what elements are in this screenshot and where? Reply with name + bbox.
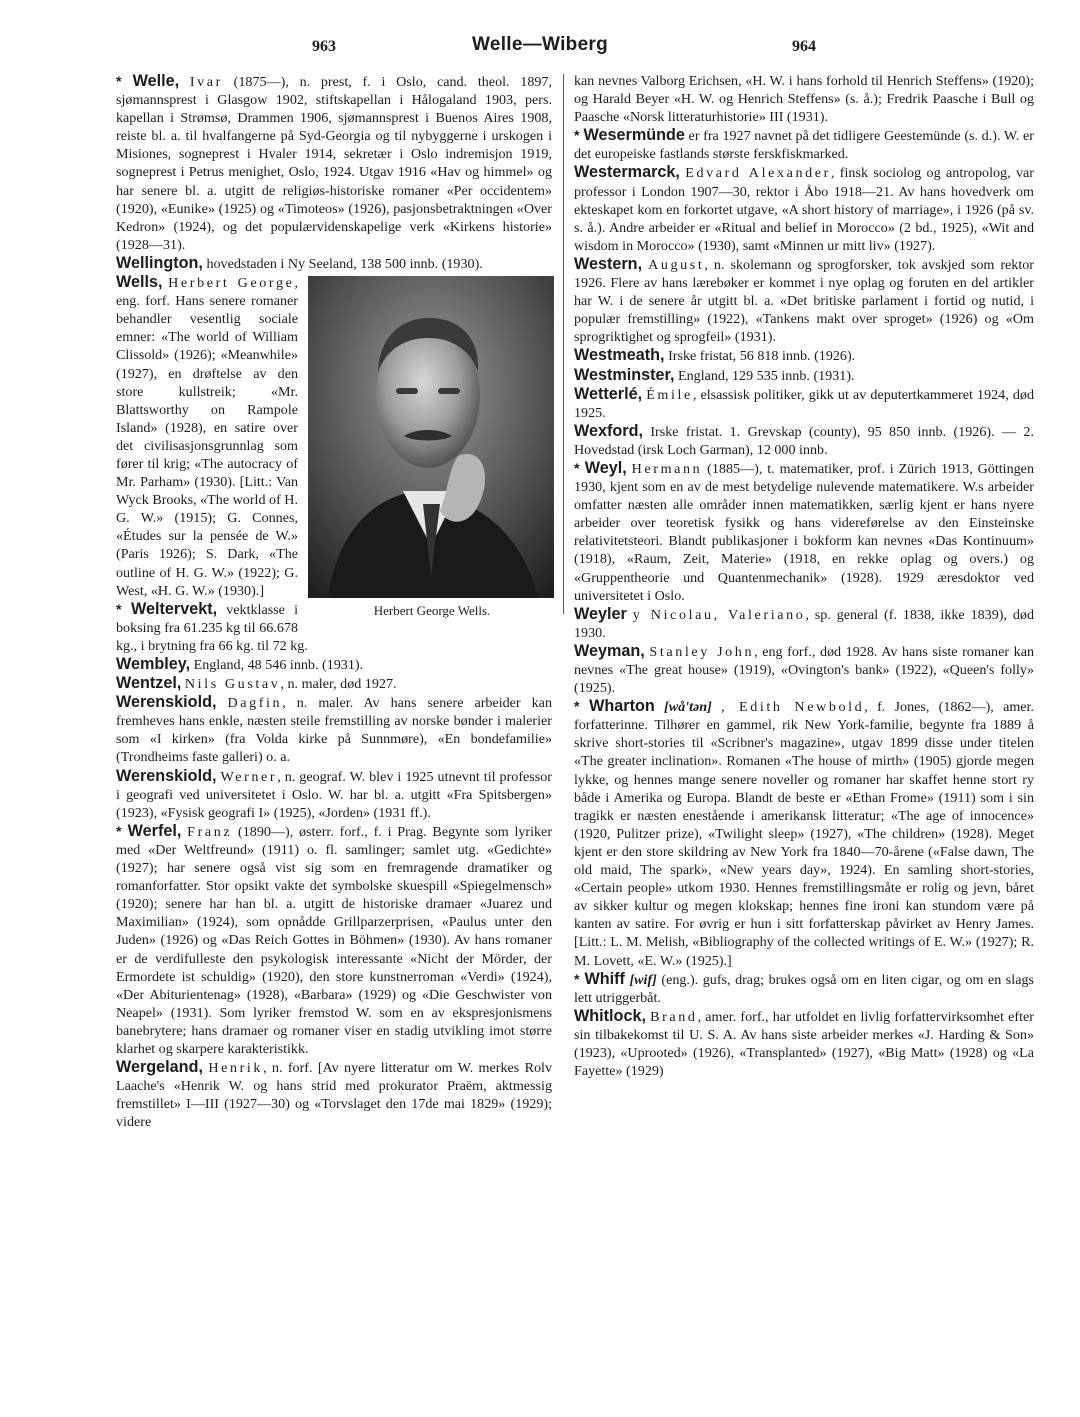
entry-text: (1890—), østerr. forf., f. i Prag. Begynte som lyriker med «Der Weltfreund» (1911) o. fl. samlinger; samlet utg. «Gedichte» (1927); har senere også vist sig som en fremragende dramatiker og romanforfatter. Stor opsikt vakte det symbolske skuespill «Spiegelmensch» (1920); senere har han bl. a. utgitt de historiske dramaer «Juarez und Maximilian» (1924), som opnådde Grillparzerprisen, «Paulus unter den Juden» (1926) og «Das Reich Gottes in Böhmen» (1930). Av hans romaner er de verdifulleste den psykologisk interessante «Nicht der Mörder, der Ermordete ist schuldig» (1920), den store kunstnerroman «Verdi» (1924), «Der Abiturientenag» (1928), «Barbara» (1929) og «Die Geschwister von Neapel» (1931). Som lyriker fremstod W. som en av ekspresjonismens banebrytere; hans dramaer og romaner viser en stadig utvikling imot større klarhet og skarpere karakteristikk. bbox=[116, 823, 553, 1057]
dictionary-entry bbox=[116, 72, 552, 254]
entry-pronunciation: [wif] bbox=[624, 971, 657, 988]
entry-marker: * bbox=[116, 822, 128, 839]
entry-full-name: August bbox=[648, 256, 705, 273]
entry-headword: Whiff bbox=[584, 969, 625, 988]
dictionary-entry bbox=[116, 1058, 552, 1131]
entry-headword: Weyman, bbox=[574, 641, 645, 660]
dictionary-entry bbox=[574, 970, 1034, 1007]
entry-text: , n. maler, død 1927. bbox=[280, 676, 397, 693]
dictionary-entry bbox=[116, 254, 552, 273]
entry-full-name: Henrik bbox=[208, 1060, 264, 1077]
entry-headword: Weyler bbox=[574, 604, 627, 623]
entry-headword: Wellington, bbox=[116, 253, 203, 272]
entry-full-name: Stanley John bbox=[649, 643, 755, 660]
entry-pronunciation: [wå'tən] bbox=[654, 699, 712, 716]
entry-text: , eng forf., død 1928. Av hans siste romaner kan nevnes «The great house» (1919), «Ovington's bank» (1922), «Queen's folly» (1925). bbox=[574, 643, 1034, 697]
dictionary-entry bbox=[574, 72, 1034, 126]
entry-text: , sp. general (f. 1838, ikke 1839), død 1930. bbox=[574, 606, 1034, 641]
entry-text: , f. Jones, (1862—), amer. forfatterinne. Tilhører en gammel, rik New York-familie, begynte fra 1889 å skrive short-stories til «Scribner's magazine», utgav 1899 disse under titelen «The greater inclination». Romanen «The house of mirth» (1905) gjorde megen lykke, og hennes mange senere noveller og romaner har skaffet henne stort ry både i Amerika og Europa. Blandt de beste er «Ethan Frome» (1911) som i sin tragikk er næsten enestående i amerikansk litteratur; «The age of innocence» (1920, Pulitzer prize), «Twilight sleep» (1927), «The children» (1928). Meget kjent er den store skildring av New York fra 1840—70-årene («False dawn, The old maid, The spark», «New years day», 1924). En samling short-stories, «Certain people» utkom 1930. Hennes fremstillingsmåte er rolig og jevn, båret av sikker kultur og megen klokskap; hennes fine ironi kan stundom være på kanten av satire. For øvrig er hun i sitt forfatterskap påvirket av Henry James. [Litt.: L. M. Melish, «Bibliography of the collected writings of E. W.» (1927); R. M. Lovett, «E. W.» (1925).] bbox=[574, 699, 1034, 969]
entry-headword: Western, bbox=[574, 254, 643, 273]
entry-marker: * bbox=[116, 73, 133, 89]
entry-text: Irske fristat. 1. Grevskap (county), 95 850 innb. (1926). — 2. Hovedstad (irsk Loch Garman), 12 000 innb. bbox=[574, 423, 1034, 458]
dictionary-entry bbox=[574, 163, 1034, 254]
figure-caption: Herbert George Wells. bbox=[373, 603, 491, 619]
entry-text: , finsk sociolog og antropolog, var professor i London 1907—30, rektor i Åbo 1918—21. Av hans hovedverk om ekteskapet kom en forkortet utgave, «A short history of marriage», i 1926 (på sv. s. å.). Andre arbeider er «Ritual and belief in Morocco» (2 bd., 1925), «Wit and wisdom in Morocco» (1930), samt «Minnen ur mitt liv» (1927). bbox=[574, 165, 1034, 254]
entry-full-name: Brand bbox=[650, 1008, 698, 1025]
entry-headword: Wembley, bbox=[116, 655, 191, 673]
dictionary-entry bbox=[116, 767, 552, 822]
entry-headword: Wells, bbox=[116, 273, 163, 292]
entry-headword: Wesermünde bbox=[583, 126, 685, 145]
entry-text: , n. skolemann og sprogforsker, tok avskjed som rektor 1926. Flere av hans lærebøker er kommet i nye oplag og foruten en del artikler har W. i de senere år utgitt bl. a. «Det britiske parlament i fortid og nutid, i populær fremstilling» (1922), «Tankens makt over sproget» (1926) og «Om sprogriktighet og sprogfeil» (1931). bbox=[574, 256, 1034, 346]
entry-headword: Wetterlé, bbox=[574, 384, 643, 403]
entry-text: , n. maler. Av hans senere arbeider kan fremheves hans enkle, næsten steile fremstilling av norske bønder i malerier som «I kirken» (fra Volda kirke på Sunnmøre), «En bondefamilie» (Trondheims faste galleri) o. a. bbox=[116, 695, 552, 766]
dictionary-entry bbox=[574, 255, 1034, 346]
dictionary-entry bbox=[574, 1007, 1034, 1080]
dictionary-entry bbox=[574, 422, 1034, 459]
entry-full-name: Werner bbox=[220, 768, 278, 785]
right-page-number: 964 bbox=[792, 38, 816, 55]
dictionary-entry bbox=[116, 822, 552, 1058]
entry-headword: Wergeland, bbox=[116, 1058, 203, 1077]
running-title: Welle—Wiberg bbox=[471, 34, 609, 55]
dictionary-entry bbox=[116, 674, 552, 693]
dictionary-entry bbox=[574, 366, 1034, 385]
entry-marker: * bbox=[574, 127, 584, 144]
column-divider bbox=[563, 74, 564, 614]
entry-text: kan nevnes Valborg Erichsen, «H. W. i hans forhold til Henrich Steffens» (1920); og Harald Beyer «H. W. og Henrich Steffens» (s. å.); Fredrik Paasche i Bull og Paasche «Norsk litteraturhistorie» III (1931). bbox=[574, 73, 1034, 126]
portrait-illustration bbox=[308, 276, 554, 598]
entry-headword: Werfel, bbox=[127, 821, 182, 840]
entry-text: Irske fristat, 56 818 innb. (1926). bbox=[664, 348, 856, 365]
entry-full-name: Nils Gustav bbox=[184, 676, 281, 693]
entry-text: , eng. forf. Hans senere romaner behandler vesentlig sociale emner: «The world of William Clissold» (1926); «Meanwhile» (1927), en drøftelse av den store kullstreik; «Mr. Blattsworthy on Rampole Island» (1928), en satire over det civilisasjonsgrunnlag som fører til krig; «The autocracy of Mr. Parham» (1930). [Litt.: Van Wyck Brooks, «The world of H. G. W.» (1915); G. Connes, «Études sur la pensée de W.» (Paris 1926); S. Dark, «The outline of H. G. W.» (1922); G. West, «H. G. W.» (1930).] bbox=[116, 275, 298, 599]
entry-text: hovedstaden i Ny Seeland, 138 500 innb. (1930). bbox=[202, 255, 483, 272]
right-column bbox=[574, 72, 1034, 1080]
entry-text: , n. geograf. W. blev i 1925 utnevnt til professor i geografi ved universitetet i Oslo. W. har bl. a. utgitt «Fra Spitsbergen» (1923), «Fysisk geografi I» (1925), «Jorden» (1931 ff.). bbox=[116, 768, 552, 821]
dictionary-entry bbox=[574, 126, 1034, 163]
entry-text: England, 48 546 innb. (1931). bbox=[190, 657, 364, 673]
entry-text: (1885—), t. matematiker, prof. i Zürich 1913, Göttingen 1930, kjent som en av de mest betydelige nulevende matematikere. W.s arbeider omfatter næsten alle områder innen matematikken, særlig kjent er hans nyere arbeider over teoretisk fysikk og hans videreførelse av den Einsteinske relativitetsteori. Blandt publikasjoner i bokform kan nevnes «Das Kontinuum» (1918), «Raum, Zeit, Materie» (1918, en rekke oplag og overs.) og «Gruppentheorie und Quantenmechanik» (1928). 1929 æresdoktor ved universitetet i Oslo. bbox=[574, 460, 1034, 604]
entry-text: , amer. forf., har utfoldet en livlig forfattervirksomhet efter sin tilbakekomst til U. S. A. Av hans siste arbeider merkes «J. Harding & Son» (1923), «Uprooted» (1926), «Transplanted» (1927), «Big Matt» (1928) og «La Fayette» (1929) bbox=[574, 1008, 1034, 1080]
dictionary-entry bbox=[574, 385, 1034, 422]
left-column bbox=[116, 72, 552, 1131]
dictionary-entry bbox=[574, 346, 1034, 365]
entry-text: vektklasse i boksing fra 61.235 kg til 66.678 kg., i brytning fra 66 kg. til 72 kg. bbox=[116, 601, 308, 654]
dictionary-entry bbox=[116, 655, 552, 674]
entry-full-name: Émile bbox=[646, 386, 693, 403]
page-header bbox=[0, 34, 1080, 60]
entry-headword: Weyl, bbox=[584, 458, 627, 477]
portrait-photo bbox=[308, 276, 554, 598]
dictionary-entry bbox=[574, 459, 1034, 605]
entry-text: , n. forf. [Av nyere litteratur om W. merkes Rolv Laache's «Henrik W. og hans strid med prokurator Praëm, aktmessig fremstillet» I—III (1927—30) og «Torvslaget den 17de mai 1829» (1929); videre bbox=[116, 1060, 553, 1131]
entry-headword: Wentzel, bbox=[116, 674, 182, 693]
entry-marker: * bbox=[574, 970, 585, 987]
entry-full-name: Franz bbox=[187, 823, 233, 840]
entry-text: England, 129 535 innb. (1931). bbox=[674, 367, 855, 384]
entry-marker: * bbox=[574, 698, 590, 715]
entry-text: , elsassisk politiker, gikk ut av deputertkammeret 1924, død 1925. bbox=[574, 386, 1034, 421]
entry-full-name: Dagfin bbox=[227, 695, 283, 712]
entry-full-name: Hermann bbox=[631, 460, 703, 477]
entry-full-name: Ivar bbox=[189, 74, 223, 90]
left-page-number: 963 bbox=[312, 38, 336, 55]
entry-headword: Westminster, bbox=[574, 365, 675, 384]
entry-headword: Welle, bbox=[132, 72, 180, 90]
entry-marker: * bbox=[574, 459, 585, 476]
entry-headword: Wharton bbox=[589, 697, 655, 716]
entry-text: (eng.). gufs, drag; brukes også om en liten cigar, og om en slags lett utriggerbåt. bbox=[574, 971, 1034, 1006]
entry-headword: Werenskiold, bbox=[116, 766, 217, 785]
entry-full-name: Herbert George bbox=[168, 275, 295, 292]
dictionary-entry bbox=[116, 693, 552, 766]
entry-headword: Wexford, bbox=[574, 421, 643, 440]
entry-text: er fra 1927 navnet på det tidligere Geestemünde (s. d.). W. er det europeiske fastlands største ferskfiskmarked. bbox=[574, 128, 1035, 163]
entry-full-name: y Nicolau, Valeriano bbox=[632, 606, 806, 623]
entry-text: (1875—), n. prest, f. i Oslo, cand. theol. 1897, sjømannsprest i Glasgow 1902, stiftskapellan i Hålogaland 1903, pers. kapellan i Strømsø, Drammen 1906, sjømannsprest i Buenos Aires 1908, reiste bl. a. til hvalfangerne på Syd-Georgia og til nybyggerne i urskogen i Misiones, sogneprest i Hvaler 1914, sekretær i Oslo indremisjon 1919, sogneprest i Petrus menighet, Oslo, 1924. Utgav 1916 «Hav og himmel» og har senere bl. a. utgitt de religiøs-historiske romaner «Per occidentem» (1920), «Eunike» (1925) og «Timoteos» (1926), pasjonsbetraktningen «Over Kedron» (1924), og det populærvidenskapelige verk «Kirkens historie» (1928—31). bbox=[116, 74, 552, 253]
entry-full-name: Edvard Alexander bbox=[685, 165, 831, 182]
dictionary-entry bbox=[574, 605, 1034, 642]
portrait-figure bbox=[308, 276, 556, 620]
entry-headword: Werenskiold, bbox=[116, 693, 217, 712]
entry-headword: Weltervekt, bbox=[131, 599, 218, 618]
entry-headword: Whitlock, bbox=[574, 1006, 646, 1025]
entry-full-name: , Edith Newbold bbox=[721, 699, 865, 716]
entry-headword: Westermarck, bbox=[574, 163, 680, 182]
entry-headword: Westmeath, bbox=[574, 346, 665, 365]
dictionary-entry bbox=[574, 697, 1034, 969]
dictionary-entry bbox=[574, 642, 1034, 697]
entry-marker: * bbox=[116, 600, 132, 617]
